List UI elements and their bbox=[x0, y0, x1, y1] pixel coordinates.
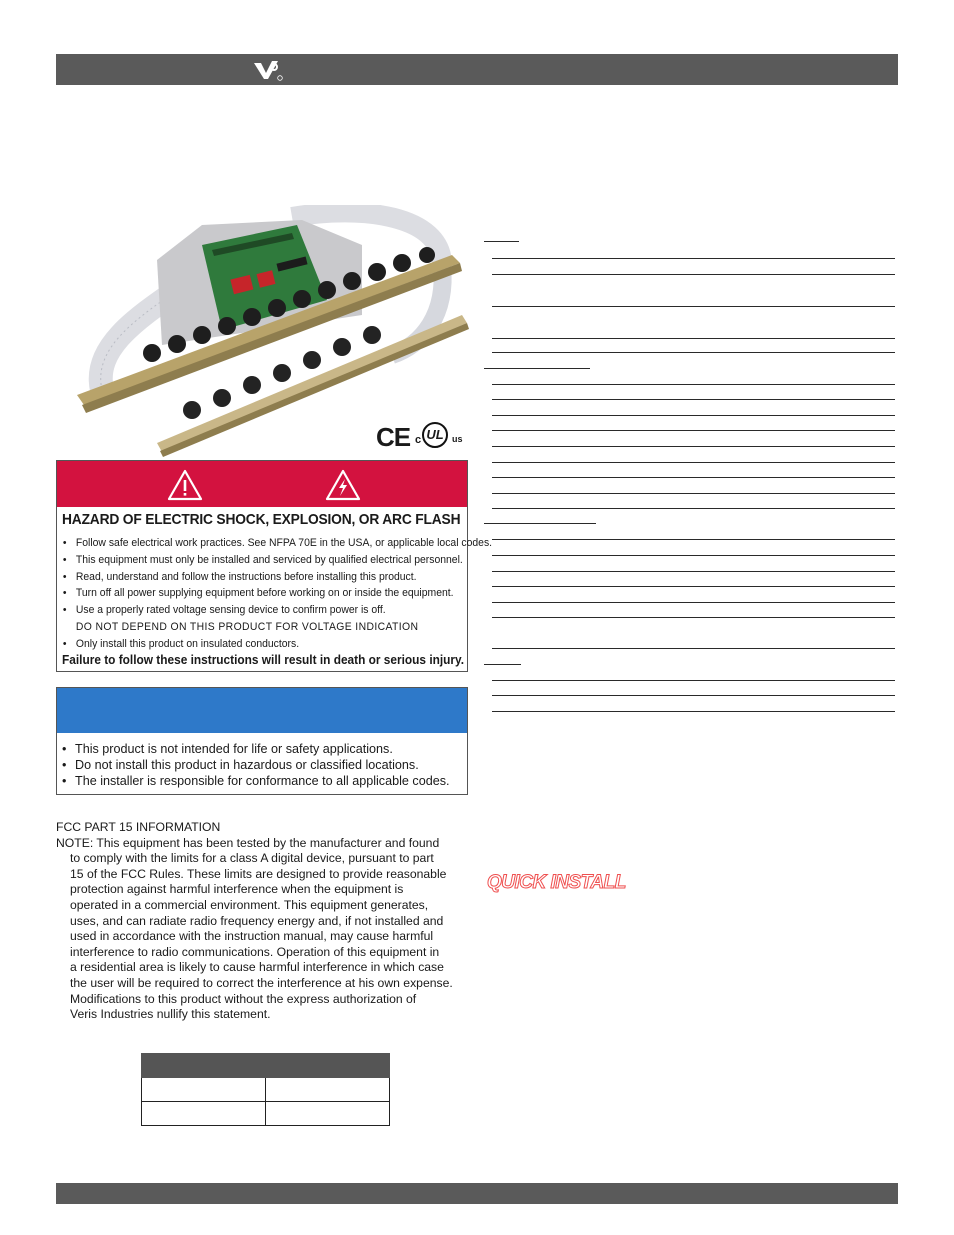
row-rule bbox=[492, 274, 895, 275]
notice-box bbox=[56, 687, 468, 795]
ul-mark bbox=[412, 422, 470, 452]
table-cell bbox=[266, 1054, 390, 1078]
bullet: • bbox=[62, 570, 67, 583]
quick-install-heading: QUICK INSTALL bbox=[487, 872, 626, 893]
veris-logo-icon bbox=[252, 58, 286, 82]
row-rule bbox=[492, 680, 895, 681]
table-cell bbox=[266, 1102, 390, 1126]
list-item bbox=[61, 602, 438, 619]
fcc-line: 15 of the FCC Rules. These limits are designed to provide reasonable bbox=[70, 866, 447, 881]
table-row bbox=[142, 1102, 390, 1126]
notice-header bbox=[57, 688, 467, 733]
row-rule bbox=[492, 508, 895, 509]
table-cell bbox=[142, 1102, 266, 1126]
product-photo bbox=[62, 205, 472, 460]
danger-box bbox=[56, 460, 493, 672]
list-item bbox=[61, 569, 438, 586]
fcc-line: to comply with the limits for a class A digital device, pursuant to part bbox=[70, 851, 434, 866]
row-rule bbox=[492, 695, 895, 696]
ul-c-text: c bbox=[415, 434, 422, 446]
electric-hazard-icon bbox=[325, 469, 361, 501]
table-row bbox=[142, 1078, 390, 1102]
section-underline bbox=[484, 523, 596, 524]
footer-bar bbox=[56, 1183, 898, 1204]
fcc-line: the user will be required to correct the interference at his own expense. bbox=[70, 975, 453, 990]
danger-title: HAZARD OF ELECTRIC SHOCK, EXPLOSION, OR ARC FLASH bbox=[62, 511, 461, 528]
row-rule bbox=[492, 399, 895, 400]
row-rule bbox=[492, 352, 895, 353]
bullet: • bbox=[62, 637, 67, 650]
fcc-title: FCC PART 15 INFORMATION bbox=[56, 820, 221, 834]
notice-item-text: The installer is responsible for conformance to all applicable codes. bbox=[75, 774, 450, 788]
row-rule bbox=[492, 648, 895, 649]
ul-text: UL bbox=[426, 427, 444, 442]
row-rule bbox=[492, 430, 895, 431]
ul-circle-icon bbox=[422, 422, 448, 448]
row-rule bbox=[492, 555, 895, 556]
ce-mark bbox=[376, 422, 410, 452]
row-rule bbox=[492, 415, 895, 416]
table-cell bbox=[142, 1078, 266, 1102]
row-rule bbox=[492, 571, 895, 572]
fcc-line: interference to radio communications. Operation of this equipment in bbox=[70, 944, 440, 959]
row-rule bbox=[492, 462, 895, 463]
bullet: • bbox=[62, 537, 67, 549]
fcc-section bbox=[56, 820, 476, 1023]
danger-item-text: Follow safe electrical work practices. See NFPA 70E in the USA, or applicable local codes. bbox=[75, 537, 493, 549]
row-rule bbox=[492, 258, 895, 259]
row-rule bbox=[492, 306, 895, 307]
row-rule bbox=[492, 539, 895, 540]
danger-list bbox=[61, 535, 493, 653]
list-item bbox=[61, 757, 450, 773]
bullet: • bbox=[62, 758, 67, 772]
table-cell bbox=[142, 1054, 266, 1078]
danger-item-text: Turn off all power supplying equipment before working on or inside the equipment. bbox=[75, 587, 454, 600]
mini-table bbox=[141, 1053, 390, 1126]
table-cell bbox=[266, 1078, 390, 1102]
fcc-line: a residential area is likely to cause harmful interference in which case bbox=[70, 960, 444, 975]
bullet: • bbox=[62, 742, 67, 756]
danger-item-text: Read, understand and follow the instructions before installing this product. bbox=[75, 570, 417, 583]
row-rule bbox=[492, 586, 895, 587]
notice-list bbox=[61, 741, 450, 789]
fcc-note-line: NOTE: This equipment has been tested by the manufacturer and found bbox=[56, 835, 440, 850]
row-rule bbox=[492, 446, 895, 447]
warning-triangle-icon bbox=[167, 469, 203, 501]
danger-item-text: Only install this product on insulated conductors. bbox=[75, 637, 300, 650]
list-item bbox=[61, 773, 450, 789]
section-underline bbox=[484, 241, 519, 242]
list-item-sub bbox=[61, 619, 438, 636]
row-rule bbox=[492, 384, 895, 385]
fcc-line: Veris Industries nullify this statement. bbox=[70, 1007, 271, 1022]
fcc-line: protection against harmful interference when the equipment is bbox=[70, 882, 404, 897]
fcc-line: operated in a commercial environment. This equipment generates, bbox=[70, 897, 429, 912]
ul-us-text: us bbox=[452, 434, 463, 444]
notice-item-text: Do not install this product in hazardous or classified locations. bbox=[75, 758, 419, 772]
danger-failure-text: Failure to follow these instructions will result in death or serious injury. bbox=[62, 652, 465, 667]
danger-header bbox=[57, 461, 467, 507]
row-rule bbox=[492, 602, 895, 603]
list-item bbox=[61, 636, 438, 653]
danger-sub-item-text: DO NOT DEPEND ON THIS PRODUCT FOR VOLTAGE INDICATION bbox=[75, 620, 419, 633]
section-underline bbox=[484, 664, 521, 665]
fcc-line: used in accordance with the instruction manual, may cause harmful bbox=[70, 929, 434, 944]
row-rule bbox=[492, 617, 895, 618]
notice-item-text: This product is not intended for life or safety applications. bbox=[75, 742, 393, 756]
list-item bbox=[61, 741, 450, 757]
row-rule bbox=[492, 711, 895, 712]
bullet: • bbox=[62, 553, 67, 566]
row-rule bbox=[492, 338, 895, 339]
list-item bbox=[61, 585, 454, 602]
section-underline bbox=[484, 368, 590, 369]
row-rule bbox=[492, 477, 895, 478]
list-item bbox=[61, 535, 493, 552]
danger-item-text: This equipment must only be installed and serviced by qualified electrical personnel. bbox=[75, 553, 463, 566]
bullet: • bbox=[62, 587, 67, 600]
fcc-line: uses, and can radiate radio frequency energy and, if not installed and bbox=[70, 913, 444, 928]
danger-item-text: Use a properly rated voltage sensing device to confirm power is off. bbox=[75, 604, 386, 617]
bullet: • bbox=[62, 604, 67, 617]
header-bar bbox=[56, 54, 898, 85]
table-header-row bbox=[142, 1054, 390, 1078]
row-rule bbox=[492, 493, 895, 494]
list-item bbox=[61, 552, 463, 569]
bullet: • bbox=[62, 774, 67, 788]
fcc-line: Modifications to this product without the express authorization of bbox=[70, 991, 417, 1006]
ce-mark-text: CE bbox=[376, 422, 411, 452]
